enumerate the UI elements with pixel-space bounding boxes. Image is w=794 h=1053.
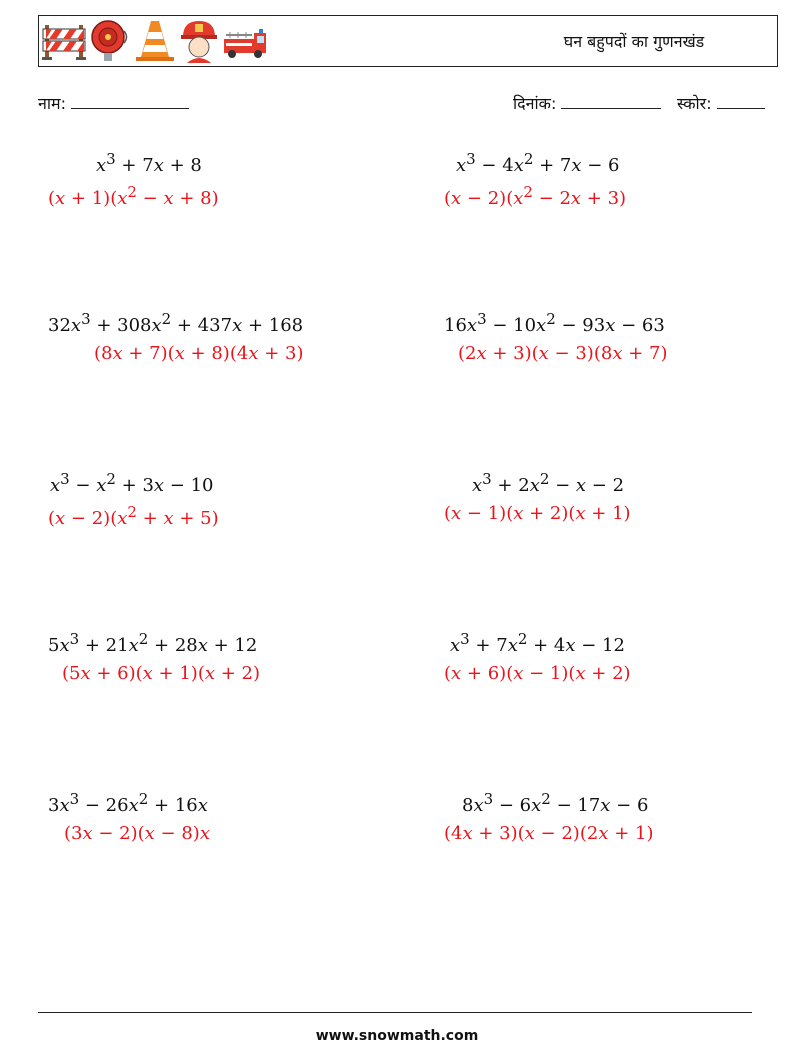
- problem-7: [48, 630, 260, 684]
- worksheet-title: घन बहुपदों का गुणनखंड: [563, 32, 705, 51]
- question: $x^3 - x^2 + 3x - 10$: [50, 470, 214, 496]
- header-icons: [42, 19, 268, 63]
- answer: $(x + 1)(x^2 - x + 8)$: [48, 183, 219, 209]
- fire-truck-icon: [222, 21, 268, 61]
- score-label: स्कोर:: [677, 94, 712, 113]
- question: $16x^3 - 10x^2 - 93x - 63$: [444, 310, 665, 336]
- question: $x^3 + 7x^2 + 4x - 12$: [450, 630, 625, 656]
- problem-6: [444, 470, 631, 524]
- question: $x^3 + 7x + 8$: [96, 150, 202, 176]
- problem-8: [444, 630, 631, 684]
- answer: $(x - 2)(x^2 + x + 5)$: [48, 503, 219, 529]
- fire-alarm-bell-icon: [89, 19, 131, 63]
- footer-divider: [38, 1012, 752, 1013]
- footer-url[interactable]: www.snowmath.com: [315, 1028, 479, 1044]
- firefighter-icon: [179, 19, 219, 63]
- question: $8x^3 - 6x^2 - 17x - 6$: [462, 790, 649, 816]
- date-field[interactable]: [513, 92, 661, 114]
- problem-1: [48, 150, 219, 209]
- problem-5: [48, 470, 219, 529]
- question: $32x^3 + 308x^2 + 437x + 168$: [48, 310, 304, 336]
- name-label: नाम:: [38, 94, 66, 113]
- score-blank[interactable]: [717, 93, 765, 109]
- answer: $(x - 2)(x^2 - 2x + 3)$: [444, 183, 627, 209]
- worksheet-header: [38, 15, 778, 67]
- name-blank[interactable]: [71, 93, 189, 109]
- score-field[interactable]: [677, 92, 765, 114]
- question: $3x^3 - 26x^2 + 16x$: [48, 790, 208, 816]
- question: $5x^3 + 21x^2 + 28x + 12$: [48, 630, 258, 656]
- answer: (2x + 3)(x − 3)(8x + 7): [458, 343, 668, 364]
- question: $x^3 + 2x^2 - x - 2$: [472, 470, 625, 496]
- answer: (5x + 6)(x + 1)(x + 2): [62, 663, 261, 684]
- name-field[interactable]: [38, 92, 189, 114]
- answer: (4x + 3)(x − 2)(2x + 1): [444, 823, 654, 844]
- traffic-cone-icon: [134, 19, 176, 63]
- problem-3: [48, 310, 303, 364]
- answer: (8x + 7)(x + 8)(4x + 3): [94, 343, 304, 364]
- problem-4: [444, 310, 667, 364]
- answer: (x − 1)(x + 2)(x + 1): [444, 503, 631, 524]
- problem-2: [444, 150, 626, 209]
- problem-9: [48, 790, 210, 844]
- answer: (x + 6)(x − 1)(x + 2): [444, 663, 631, 684]
- problem-10: [444, 790, 653, 844]
- answer: (3x − 2)(x − 8)x: [64, 823, 210, 844]
- road-barrier-icon: [42, 21, 86, 61]
- date-blank[interactable]: [561, 93, 661, 109]
- question: $x^3 - 4x^2 + 7x - 6$: [456, 150, 620, 176]
- date-label: दिनांक:: [513, 94, 557, 113]
